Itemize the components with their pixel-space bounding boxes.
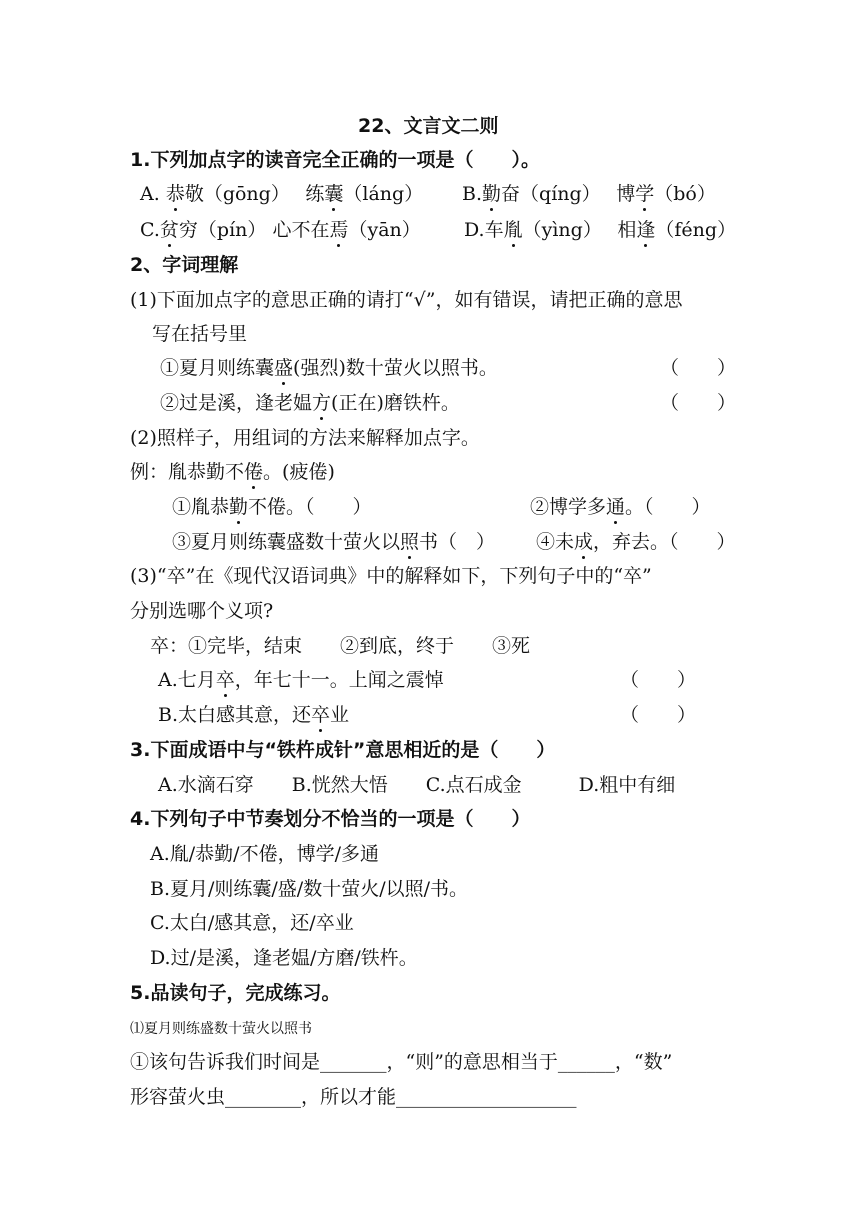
- q1-option-d: D.车胤（yìng） 相逢（féng）: [464, 216, 736, 244]
- q2-item-2: ②过是溪，逢老媪方(正在)磨铁杵。: [160, 389, 460, 417]
- q3-options: A.水滴石穿 B.恍然大悟 C.点石成金 D.粗中有细: [158, 774, 676, 796]
- q2-sub-3: ③夏月则练囊盛数十萤火以照书（ ）: [172, 528, 495, 556]
- q1-option-b: B.勤奋（qíng） 博学（bó）: [462, 180, 716, 208]
- answer-paren[interactable]: （ ）: [620, 704, 697, 726]
- q2-sub-1: ①胤恭勤不倦。（ ）: [172, 493, 372, 521]
- q2-sub-2: ②博学多通。（ ）: [530, 493, 711, 521]
- q2-option-b: B.太白感其意，还卒业: [158, 701, 349, 729]
- question-4-stem: 4.下列句子中节奏划分不恰当的一项是（ ）: [130, 808, 531, 830]
- q2-part2-instruction: (2)照样子，用组词的方法来解释加点字。: [130, 427, 480, 449]
- q2-definition: 卒：①完毕，结束 ②到底，终于 ③死: [150, 635, 531, 657]
- q4-option-d: D.过/是溪，逢老媪/方磨/铁杵。: [150, 947, 418, 969]
- question-5-stem: 5.品读句子，完成练习。: [130, 982, 341, 1004]
- q5-sub-sentence: ⑴夏月则练盛数十萤火以照书: [130, 1021, 312, 1037]
- question-1-stem: 1.下列加点字的读音完全正确的一项是（ ）。: [130, 149, 540, 171]
- answer-paren[interactable]: （ ）: [620, 669, 697, 691]
- q2-example: 例：胤恭勤不倦。(疲倦): [130, 458, 335, 486]
- q2-option-a: A.七月卒，年七十一。上闻之震悼: [158, 666, 444, 694]
- q2-sub-4: ④未成，弃去。（ ）: [536, 528, 736, 556]
- answer-paren[interactable]: （ ）: [660, 392, 737, 414]
- q2-part1-instruction-cont: 写在括号里: [152, 323, 248, 345]
- q4-option-a: A.胤/恭勤/不倦，博学/多通: [150, 843, 379, 865]
- q2-part3-instruction-cont: 分别选哪个义项?: [130, 600, 274, 622]
- question-3-stem: 3.下面成语中与“铁杵成针”意思相近的是（ ）: [130, 739, 556, 761]
- q2-part3-instruction: (3)“卒”在《现代汉语词典》中的解释如下，下列句子中的“卒”: [130, 565, 652, 587]
- q1-option-c: C.贫穷（pín） 心不在焉（yān）: [140, 216, 421, 244]
- q2-item-1: ①夏月则练囊盛(强烈)数十萤火以照书。: [160, 354, 498, 382]
- answer-paren[interactable]: （ ）: [660, 357, 737, 379]
- question-2-heading: 2、字词理解: [130, 254, 239, 276]
- page-title: 22、文言文二则: [358, 115, 499, 137]
- q4-option-b: B.夏月/则练囊/盛/数十萤火/以照/书。: [150, 878, 469, 900]
- q2-part1-instruction: (1)下面加点字的意思正确的请打“√”，如有错误，请把正确的意思: [130, 289, 683, 311]
- q4-option-c: C.太白/感其意，还/卒业: [150, 912, 354, 934]
- q1-option-a: A. 恭敬（gōng） 练囊（láng）: [140, 180, 423, 208]
- q5-line-1: ①该句告诉我们时间是_______，“则”的意思相当于______，“数”: [130, 1051, 673, 1073]
- q5-line-2: 形容萤火虫________，所以才能___________________: [130, 1086, 577, 1108]
